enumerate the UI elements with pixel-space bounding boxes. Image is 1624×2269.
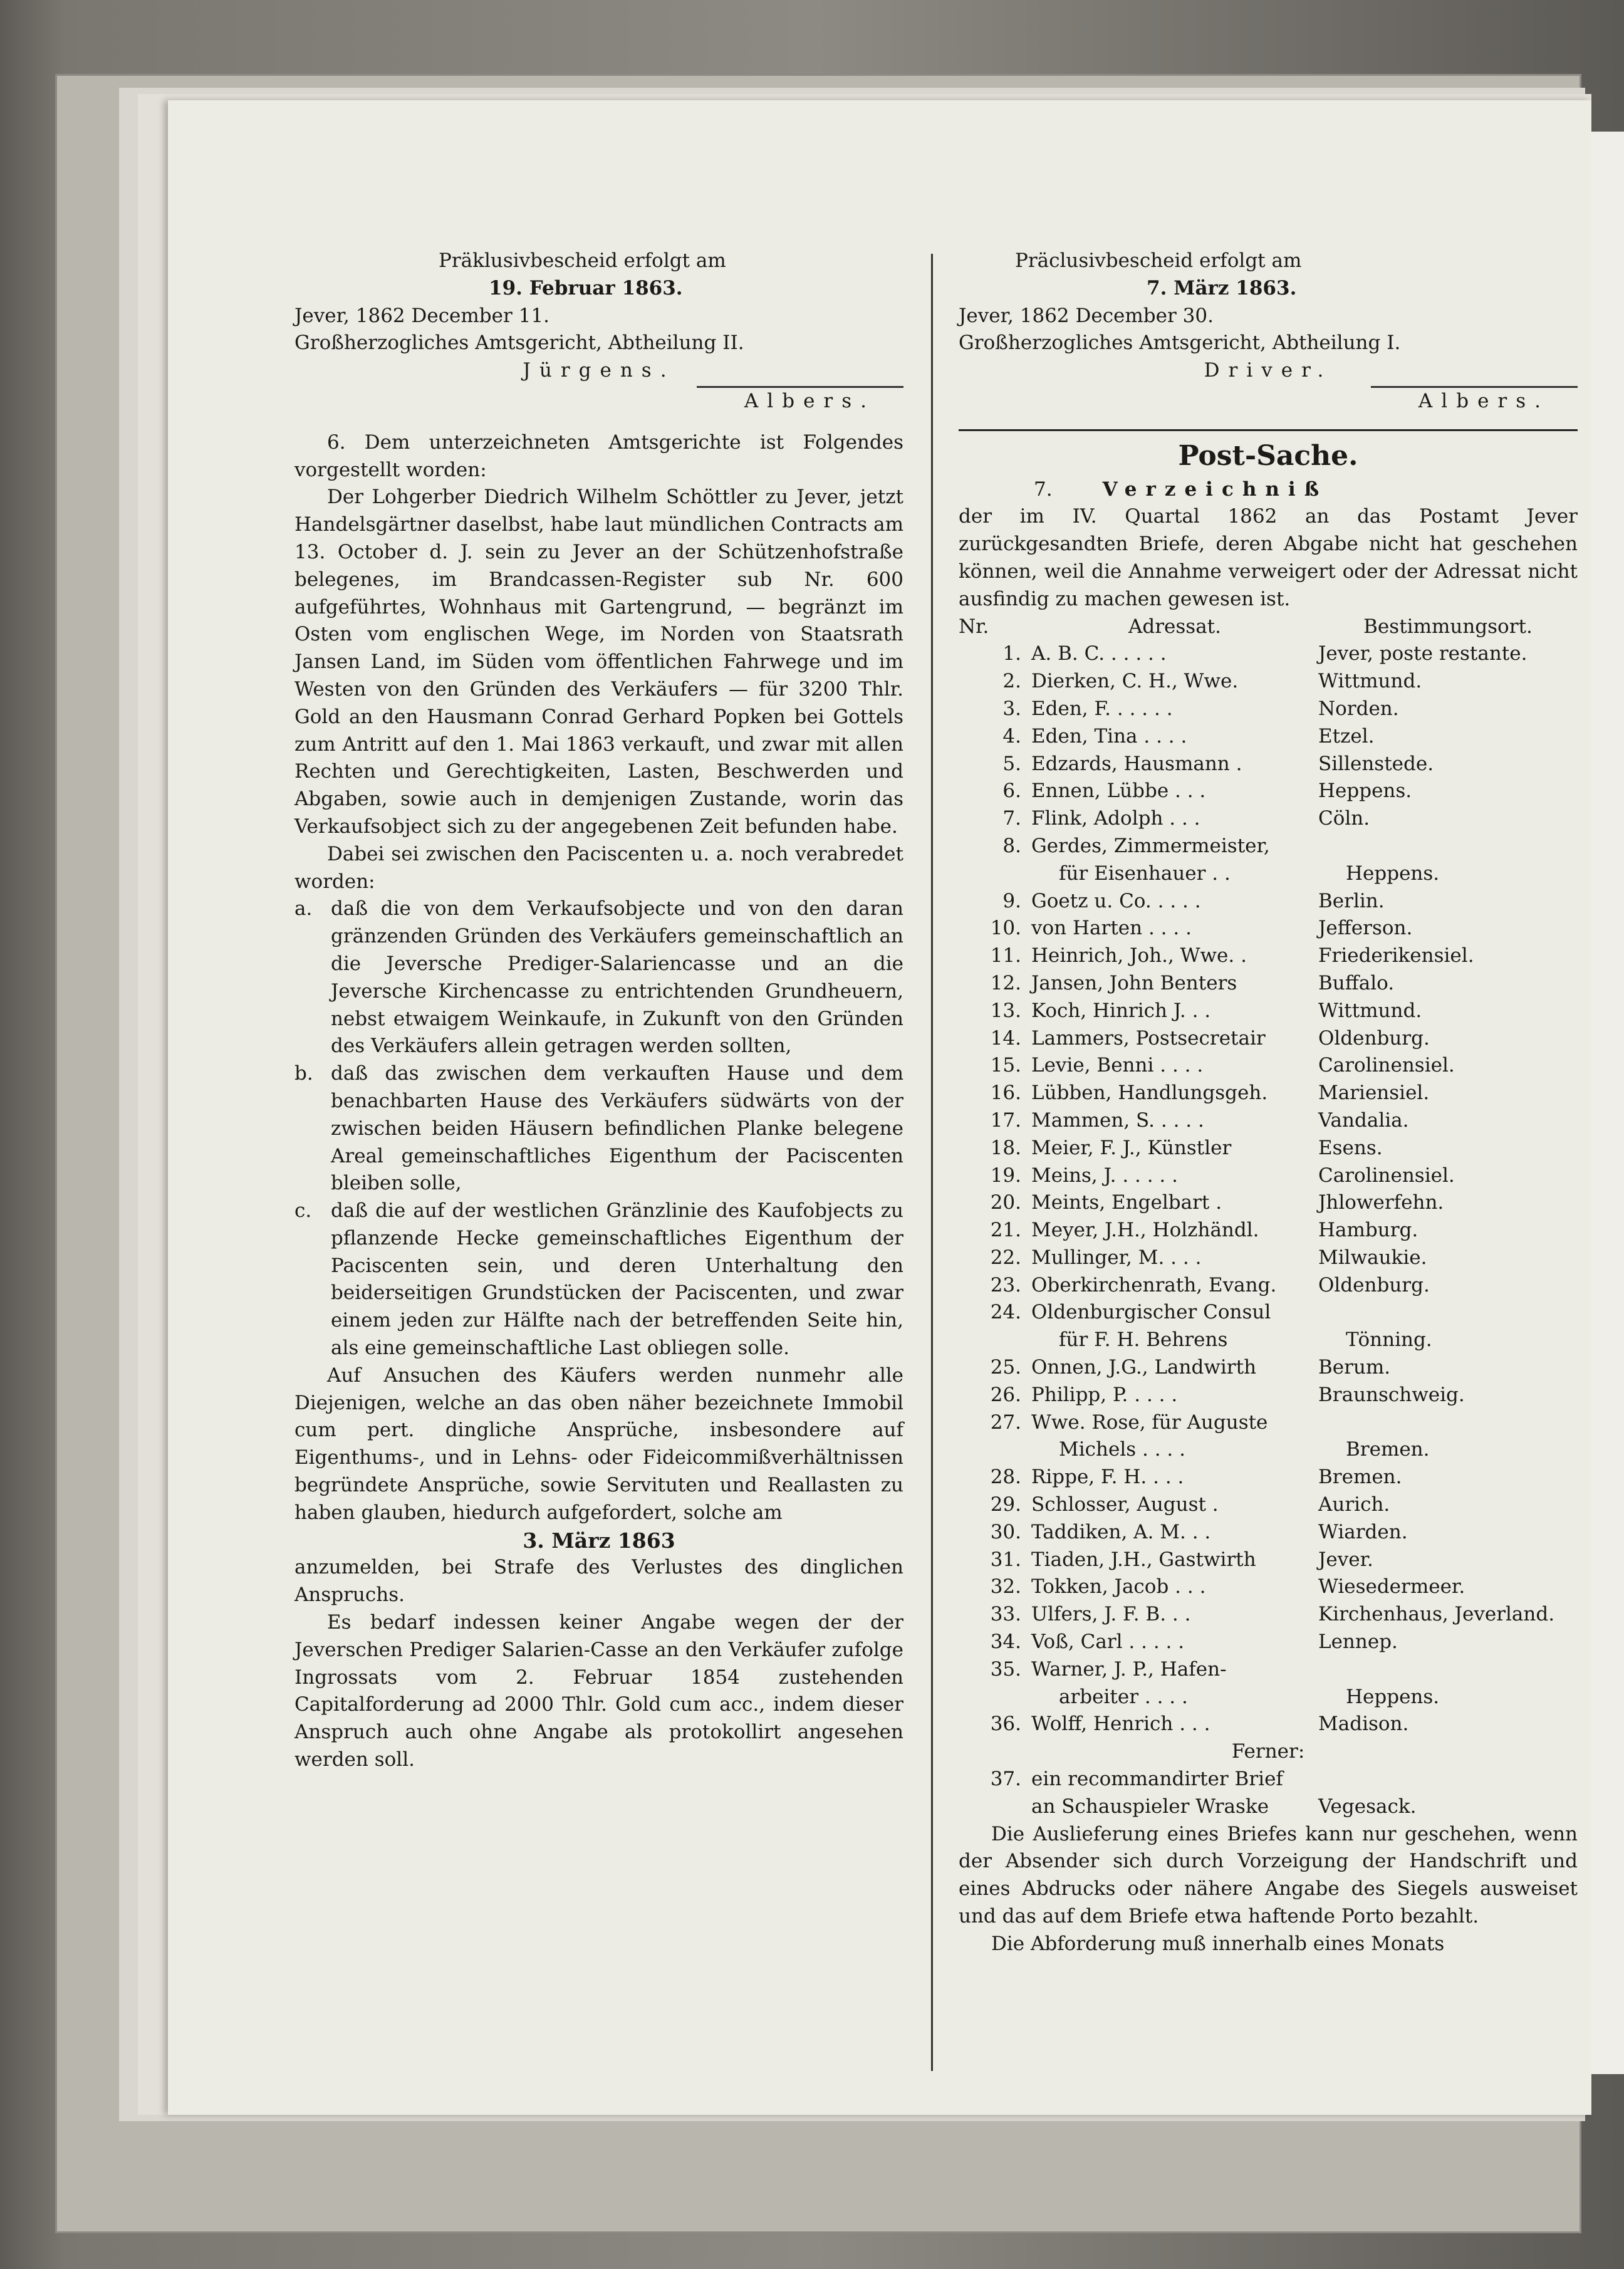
row-nr: 22. — [990, 1246, 1021, 1269]
row-addressee-cont: an Schauspieler Wraske — [1031, 1795, 1269, 1818]
list-number: 7. — [1034, 477, 1053, 501]
row-addressee: Voß, Carl . . . . . — [1031, 1630, 1185, 1654]
row-addressee-cont: arbeiter . . . . — [1059, 1685, 1188, 1708]
row-nr: 35. — [990, 1657, 1021, 1681]
registration-date: 3. März 1863 — [523, 1528, 675, 1553]
signature-judge: Driver. — [1204, 359, 1333, 382]
table-row-continuation — [959, 1436, 1578, 1464]
row-destination: Vandalia. — [1318, 1108, 1409, 1132]
preclusion-line: Präklusivbescheid erfolgt am — [439, 249, 726, 272]
row-nr: 33. — [990, 1603, 1021, 1626]
list-heading — [959, 476, 1578, 504]
list-intro: der im IV. Quartal 1862 an das Postamt Jever zurückgesandten Briefe, deren Abgabe nicht hat geschehen können, weil die Annahme verweigert oder der Adressat nicht ausfindig zu machen gewesen ist. — [959, 505, 1578, 610]
row-addressee: Eden, F. . . . . . — [1031, 697, 1173, 720]
table-row — [959, 696, 1578, 723]
row-addressee: Gerdes, Zimmermeister, — [1031, 834, 1270, 857]
agreement-item — [294, 895, 903, 1060]
notice-6-paragraph-3: Auf Ansuchen des Käufers werden nunmehr alle Diejenigen, welche an das oben näher bezeichnete Immobil cum pert. dingliche Ansprüche, insbesondere auf Eigenthums-, und in Lehns- oder Fideicommißverhältnissen begründete Ansprüche, sowie Servituten und Reallasten zu haben glauben, hiedurch aufgefordert, solche am — [294, 1364, 903, 1524]
row-addressee: A. B. C. . . . . . — [1031, 642, 1167, 665]
row-destination: Jever, poste restante. — [1318, 642, 1528, 665]
row-nr: 5. — [1002, 752, 1021, 775]
section-rule — [959, 429, 1578, 431]
left-column — [294, 248, 903, 1774]
table-row — [959, 668, 1578, 696]
table-row — [959, 1711, 1578, 1738]
row-nr: 16. — [990, 1082, 1021, 1105]
row-destination: Mariensiel. — [1318, 1082, 1430, 1105]
table-row — [959, 942, 1578, 970]
row-nr: 11. — [990, 944, 1021, 968]
row-addressee: Wolff, Henrich . . . — [1031, 1713, 1210, 1736]
row-addressee: Ennen, Lübbe . . . — [1031, 780, 1206, 803]
table-row — [959, 970, 1578, 998]
row-nr: 30. — [990, 1520, 1021, 1543]
table-row — [959, 723, 1578, 751]
row-addressee-cont: für F. H. Behrens — [1059, 1328, 1228, 1352]
column-divider — [931, 254, 933, 2071]
row-addressee: Taddiken, A. M. . . — [1031, 1520, 1211, 1543]
row-addressee: Lübben, Handlungsgeh. — [1031, 1082, 1268, 1105]
header-addressee: Adressat. — [1128, 615, 1221, 638]
row-destination: Hamburg. — [1318, 1219, 1418, 1242]
table-row — [959, 1382, 1578, 1409]
row-nr: 37. — [990, 1768, 1021, 1791]
row-destination: Jever. — [1318, 1548, 1373, 1571]
table-row-continuation — [959, 1327, 1578, 1354]
row-destination: Heppens. — [1346, 1685, 1440, 1708]
right-column — [959, 248, 1578, 1958]
row-nr: 27. — [990, 1411, 1021, 1434]
notice-6-paragraph-4: anzumelden, bei Strafe des Verlustes des dinglichen Anspruchs. — [294, 1556, 903, 1607]
row-destination: Etzel. — [1318, 724, 1375, 748]
table-row — [959, 833, 1578, 860]
facing-page-edge — [1591, 132, 1624, 2074]
row-destination: Vegesack. — [1318, 1795, 1417, 1818]
row-addressee: Meier, F. J., Künstler — [1031, 1136, 1232, 1159]
table-row — [959, 1244, 1578, 1272]
table-row — [959, 805, 1578, 833]
row-addressee: Flink, Adolph . . . — [1031, 807, 1200, 830]
row-destination: Esens. — [1318, 1136, 1383, 1159]
header-destination: Bestimmungsort. — [1363, 615, 1533, 638]
table-row — [959, 1272, 1578, 1300]
row-addressee: Jansen, John Benters — [1031, 971, 1237, 994]
table-row — [959, 751, 1578, 778]
row-destination: Wiarden. — [1318, 1520, 1408, 1543]
ferner-label: Ferner: — [1231, 1740, 1305, 1763]
notice-6-intro: 6. Dem unterzeichneten Amtsgerichte ist Folgendes vorgestellt worden: — [294, 430, 903, 481]
row-destination: Bremen. — [1318, 1466, 1402, 1489]
list-title: Verzeichniß — [1102, 477, 1328, 501]
row-addressee-cont: Michels . . . . — [1059, 1438, 1185, 1461]
row-destination: Carolinensiel. — [1318, 1054, 1455, 1077]
agreement-item — [294, 1197, 903, 1362]
row-addressee: Mullinger, M. . . . — [1031, 1246, 1202, 1269]
table-row — [959, 1766, 1578, 1793]
table-row — [959, 1409, 1578, 1437]
row-addressee: Dierken, C. H., Wwe. — [1031, 670, 1239, 693]
place-date: Jever, 1862 December 30. — [959, 304, 1214, 327]
item-text: daß die auf der westlichen Gränzlinie des Kaufobjects zu pflanzende Hecke gemeinschaftliches Eigenthum der Paciscenten sein, und deren Unterhaltung den beiderseitigen Grundstücken der Paciscenten, und zwar einem jeden zur Hälfte nach der betreffenden Seite hin, als eine gemeinschaftliche Last obliegen solle. — [331, 1199, 903, 1360]
row-addressee: Levie, Benni . . . . — [1031, 1054, 1204, 1077]
table-row-continuation — [959, 1793, 1578, 1821]
notice-6-paragraph-1: Der Lohgerber Diedrich Wilhelm Schöttler zu Jever, jetzt Handelsgärtner daselbst, habe laut mündlichen Contracts am 13. October d. J. sein zu Jever an der Schützenhofstraße belegenes, im Brandcassen-Register sub Nr. 600 aufgeführtes, Wohnhaus mit Gartengrund, — begränzt im Osten vom englischen Wege, im Norden von Staatsrath Jansen Land, im Süden vom öffentlichen Fahrwege und im Westen von den Gründen des Verkäufers — für 3200 Thlr. Gold an den Hausmann Conrad Gerhard Popken bei Gottels zum Antritt auf den 1. Mai 1863 verkauft, und zwar mit allen Rechten und Gerechtigkeiten, Lasten, Beschwerden und Abgaben, sowie auch in demjenigen Zustande, worin das Verkaufsobject sich zu der angegebenen Zeit befunden habe. — [294, 486, 903, 838]
row-destination: Berlin. — [1318, 889, 1385, 912]
row-destination: Jhlowerfehn. — [1318, 1191, 1444, 1214]
table-row-continuation — [959, 860, 1578, 888]
table-row — [959, 1025, 1578, 1053]
row-destination: Milwaukie. — [1318, 1246, 1427, 1269]
row-nr: 21. — [990, 1219, 1021, 1242]
row-addressee: Edzards, Hausmann . — [1031, 752, 1242, 775]
row-addressee: Onnen, J.G., Landwirth — [1031, 1356, 1257, 1379]
row-addressee: ein recommandirter Brief — [1031, 1768, 1283, 1791]
row-nr: 24. — [990, 1301, 1021, 1324]
row-addressee: Tiaden, J.H., Gastwirth — [1031, 1548, 1256, 1571]
row-nr: 12. — [990, 971, 1021, 994]
item-text: daß das zwischen dem verkauften Hause und dem benachbarten Hause des Verkäufers südwärts von der zwischen beiden Häusern befindlichen Planke belegene Areal gemeinschaftliches Eigenthum der Paciscenten bleiben solle, — [331, 1062, 903, 1195]
row-addressee: Mammen, S. . . . . — [1031, 1108, 1204, 1132]
row-destination: Cöln. — [1318, 807, 1370, 830]
row-addressee: Lammers, Postsecretair — [1031, 1026, 1266, 1050]
signature-clerk: Albers. — [1418, 389, 1549, 412]
row-addressee: Heinrich, Joh., Wwe. . — [1031, 944, 1247, 968]
table-row — [959, 1629, 1578, 1656]
row-addressee: Oldenburgischer Consul — [1031, 1301, 1271, 1324]
row-nr: 14. — [990, 1026, 1021, 1050]
table-row — [959, 1547, 1578, 1574]
header-nr: Nr. — [959, 615, 989, 638]
row-nr: 8. — [1002, 834, 1021, 857]
row-destination: Norden. — [1318, 697, 1399, 720]
row-nr: 18. — [990, 1136, 1021, 1159]
row-destination: Aurich. — [1318, 1493, 1390, 1516]
table-row — [959, 1135, 1578, 1162]
row-nr: 23. — [990, 1273, 1021, 1296]
preclusion-line: Präclusivbescheid erfolgt am — [1015, 249, 1302, 272]
table-row — [959, 778, 1578, 805]
row-nr: 31. — [990, 1548, 1021, 1571]
row-nr: 26. — [990, 1383, 1021, 1406]
row-nr: 3. — [1002, 697, 1021, 720]
row-addressee: Koch, Hinrich J. . . — [1031, 999, 1211, 1022]
row-destination: Wittmund. — [1318, 670, 1422, 693]
row-nr: 4. — [1002, 724, 1021, 748]
row-addressee: Philipp, P. . . . . — [1031, 1383, 1178, 1406]
table-row — [959, 1080, 1578, 1107]
row-nr: 17. — [990, 1108, 1021, 1132]
table-row — [959, 1491, 1578, 1519]
section-title: Post-Sache. — [1178, 439, 1358, 472]
row-nr: 34. — [990, 1630, 1021, 1654]
row-addressee: Tokken, Jacob . . . — [1031, 1575, 1206, 1599]
row-addressee: Meins, J. . . . . . — [1031, 1164, 1178, 1187]
table-row — [959, 915, 1578, 942]
row-destination: Friederikensiel. — [1318, 944, 1474, 968]
row-nr: 13. — [990, 999, 1021, 1022]
table-row — [959, 1656, 1578, 1684]
table-row — [959, 1189, 1578, 1217]
row-addressee-cont: für Eisenhauer . . — [1059, 862, 1231, 885]
row-destination: Berum. — [1318, 1356, 1391, 1379]
table-row-continuation — [959, 1684, 1578, 1711]
table-row — [959, 1162, 1578, 1190]
row-addressee: Schlosser, August . — [1031, 1493, 1219, 1516]
row-nr: 36. — [990, 1713, 1021, 1736]
row-destination: Carolinensiel. — [1318, 1164, 1455, 1187]
row-nr: 32. — [990, 1575, 1021, 1599]
row-nr: 15. — [990, 1054, 1021, 1077]
row-addressee: von Harten . . . . — [1031, 917, 1192, 940]
signature-clerk: Albers. — [744, 389, 875, 412]
notice-6-paragraph-5: Es bedarf indessen keiner Angabe wegen der der Jeverschen Prediger Salarien-Casse an den Verkäufer zufolge Ingrossats vom 2. Februar 1854 zustehenden Capitalforderung ad 2000 Thlr. Gold cum acc., indem dieser Anspruch auch ohne Angabe als protokollirt angesehen werden soll. — [294, 1611, 903, 1771]
row-destination: Wiesedermeer. — [1318, 1575, 1465, 1599]
item-label: c. — [294, 1199, 312, 1223]
table-header — [959, 613, 1578, 641]
row-nr: 10. — [990, 917, 1021, 940]
preclusion-date: 7. März 1863. — [1147, 276, 1297, 300]
row-destination: Sillenstede. — [1318, 752, 1434, 775]
row-destination: Heppens. — [1346, 862, 1440, 885]
place-date: Jever, 1862 December 11. — [294, 304, 549, 327]
row-nr: 6. — [1002, 780, 1021, 803]
row-nr: 1. — [1002, 642, 1021, 665]
row-nr: 29. — [990, 1493, 1021, 1516]
preclusion-date: 19. Februar 1863. — [489, 276, 683, 300]
letter-list — [959, 640, 1578, 1738]
row-addressee: Eden, Tina . . . . — [1031, 724, 1187, 748]
row-destination: Madison. — [1318, 1713, 1409, 1736]
row-addressee: Goetz u. Co. . . . . — [1031, 889, 1201, 912]
table-row — [959, 1354, 1578, 1382]
table-row — [959, 640, 1578, 668]
closing-paragraph-2: Die Abforderung muß innerhalb eines Monats — [991, 1932, 1445, 1955]
row-addressee: Rippe, F. H. . . . — [1031, 1466, 1184, 1489]
table-row — [959, 888, 1578, 915]
table-row — [959, 998, 1578, 1025]
row-nr: 19. — [990, 1164, 1021, 1187]
signature-judge: Jürgens. — [523, 359, 675, 382]
row-destination: Wittmund. — [1318, 999, 1422, 1022]
row-nr: 25. — [990, 1356, 1021, 1379]
table-row — [959, 1217, 1578, 1244]
row-addressee: Warner, J. P., Hafen- — [1031, 1657, 1227, 1681]
row-nr: 28. — [990, 1466, 1021, 1489]
table-row — [959, 1601, 1578, 1629]
row-destination: Kirchenhaus, Jeverland. — [1318, 1603, 1555, 1626]
item-label: a. — [294, 897, 313, 921]
item-text: daß die von dem Verkaufsobjecte und von den daran gränzenden Gründen des Verkäufers gemeinschaftlich an die Jeversche Prediger-Salariencasse und an die Jeversche Kirchencasse zu entrichtenden Grundheuern, nebst etwaigem Weinkaufe, in Zukunft von den Gründen des Verkäufers allein getragen werden sollten, — [331, 897, 903, 1058]
row-addressee: Meyer, J.H., Holzhändl. — [1031, 1219, 1259, 1242]
row-destination: Lennep. — [1318, 1630, 1398, 1654]
row-addressee: Oberkirchenrath, Evang. — [1031, 1273, 1277, 1296]
row-addressee: Meints, Engelbart . — [1031, 1191, 1222, 1214]
table-row — [959, 1052, 1578, 1080]
row-nr: 9. — [1002, 889, 1021, 912]
table-row — [959, 1107, 1578, 1135]
notice-6-paragraph-2: Dabei sei zwischen den Paciscenten u. a. noch verabredet worden: — [294, 842, 903, 893]
row-nr: 7. — [1002, 807, 1021, 830]
row-addressee: Ulfers, J. F. B. . . — [1031, 1603, 1191, 1626]
row-destination: Jefferson. — [1318, 917, 1413, 940]
row-nr: 2. — [1002, 670, 1021, 693]
table-row — [959, 1573, 1578, 1601]
row-addressee: Wwe. Rose, für Auguste — [1031, 1411, 1268, 1434]
court-name: Großherzogliches Amtsgericht, Abtheilung II. — [294, 331, 744, 355]
court-name: Großherzogliches Amtsgericht, Abtheilung I. — [959, 331, 1401, 355]
row-nr: 20. — [990, 1191, 1021, 1214]
agreement-item — [294, 1060, 903, 1197]
item-label: b. — [294, 1062, 313, 1085]
table-row — [959, 1299, 1578, 1327]
table-row — [959, 1519, 1578, 1547]
row-destination: Oldenburg. — [1318, 1026, 1430, 1050]
row-destination: Buffalo. — [1318, 971, 1395, 994]
closing-paragraph-1: Die Auslieferung eines Briefes kann nur geschehen, wenn der Absender sich durch Vorzeigung der Handschrift und eines Abdrucks oder nähere Angabe des Siegels ausweiset und das auf dem Briefe etwa haftende Porto bezahlt. — [959, 1822, 1578, 1928]
row-destination: Oldenburg. — [1318, 1273, 1430, 1296]
row-destination: Tönning. — [1346, 1328, 1432, 1352]
row-destination: Heppens. — [1318, 780, 1412, 803]
row-destination: Braunschweig. — [1318, 1383, 1465, 1406]
row-destination: Bremen. — [1346, 1438, 1430, 1461]
table-row — [959, 1464, 1578, 1491]
